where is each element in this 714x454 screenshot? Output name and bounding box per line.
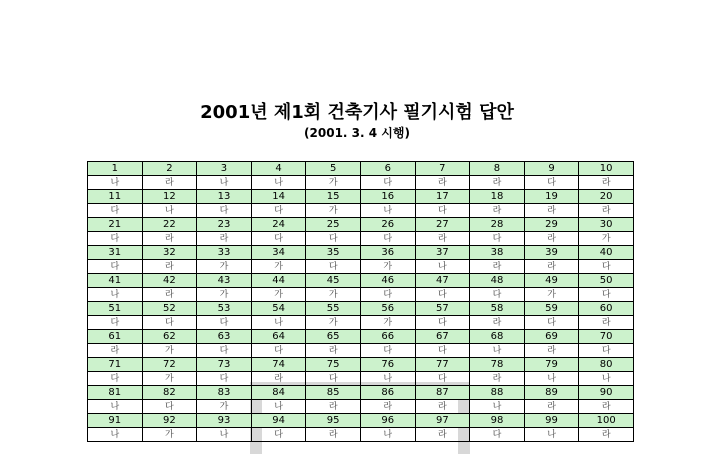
question-number-cell: 57 xyxy=(415,302,470,316)
answer-cell: 나 xyxy=(197,428,252,442)
answer-cell: 다 xyxy=(360,232,415,246)
question-number-cell: 19 xyxy=(524,190,579,204)
question-number-row xyxy=(88,358,634,372)
answer-row xyxy=(88,344,634,358)
answer-cell: 가 xyxy=(197,400,252,414)
question-number-cell: 21 xyxy=(88,218,143,232)
question-number-cell: 28 xyxy=(470,218,525,232)
answer-cell: 나 xyxy=(360,204,415,218)
answer-row xyxy=(88,176,634,190)
answer-cell: 나 xyxy=(197,176,252,190)
question-number-cell: 91 xyxy=(88,414,143,428)
question-number-cell: 51 xyxy=(88,302,143,316)
question-number-cell: 45 xyxy=(306,274,361,288)
question-number-cell: 74 xyxy=(251,358,306,372)
answer-cell: 다 xyxy=(306,232,361,246)
answer-cell: 다 xyxy=(360,288,415,302)
question-number-cell: 100 xyxy=(579,414,634,428)
question-number-cell: 54 xyxy=(251,302,306,316)
question-number-cell: 41 xyxy=(88,274,143,288)
answer-cell: 라 xyxy=(306,344,361,358)
answer-cell: 가 xyxy=(142,372,197,386)
question-number-row xyxy=(88,246,634,260)
question-number-cell: 37 xyxy=(415,246,470,260)
question-number-cell: 48 xyxy=(470,274,525,288)
question-number-cell: 12 xyxy=(142,190,197,204)
question-number-cell: 39 xyxy=(524,246,579,260)
answer-cell: 다 xyxy=(579,288,634,302)
question-number-cell: 14 xyxy=(251,190,306,204)
question-number-cell: 90 xyxy=(579,386,634,400)
answer-cell: 가 xyxy=(306,204,361,218)
answer-cell: 라 xyxy=(524,400,579,414)
question-number-cell: 1 xyxy=(88,162,143,176)
answer-cell: 다 xyxy=(197,372,252,386)
question-number-cell: 99 xyxy=(524,414,579,428)
answer-cell: 라 xyxy=(524,232,579,246)
answer-cell: 라 xyxy=(197,232,252,246)
question-number-cell: 78 xyxy=(470,358,525,372)
answer-row xyxy=(88,288,634,302)
question-number-cell: 66 xyxy=(360,330,415,344)
answer-cell: 나 xyxy=(470,344,525,358)
answer-cell: 나 xyxy=(524,372,579,386)
question-number-cell: 29 xyxy=(524,218,579,232)
answer-cell: 다 xyxy=(415,372,470,386)
question-number-cell: 43 xyxy=(197,274,252,288)
question-number-cell: 18 xyxy=(470,190,525,204)
answer-cell: 다 xyxy=(360,176,415,190)
question-number-cell: 7 xyxy=(415,162,470,176)
question-number-cell: 84 xyxy=(251,386,306,400)
answer-cell: 라 xyxy=(306,400,361,414)
answer-cell: 다 xyxy=(88,372,143,386)
question-number-cell: 77 xyxy=(415,358,470,372)
question-number-cell: 81 xyxy=(88,386,143,400)
answer-cell: 가 xyxy=(579,232,634,246)
question-number-cell: 22 xyxy=(142,218,197,232)
question-number-cell: 87 xyxy=(415,386,470,400)
answer-cell: 나 xyxy=(88,288,143,302)
answer-cell: 다 xyxy=(88,232,143,246)
question-number-cell: 97 xyxy=(415,414,470,428)
answer-cell: 가 xyxy=(197,260,252,274)
question-number-row xyxy=(88,218,634,232)
question-number-cell: 76 xyxy=(360,358,415,372)
question-number-cell: 46 xyxy=(360,274,415,288)
question-number-cell: 68 xyxy=(470,330,525,344)
answer-cell: 다 xyxy=(251,232,306,246)
answer-cell: 다 xyxy=(415,344,470,358)
answer-cell: 다 xyxy=(88,204,143,218)
answer-cell: 가 xyxy=(251,260,306,274)
answer-cell: 라 xyxy=(579,316,634,330)
answer-cell: 다 xyxy=(88,260,143,274)
question-number-cell: 80 xyxy=(579,358,634,372)
question-number-row xyxy=(88,190,634,204)
answer-cell: 가 xyxy=(360,316,415,330)
question-number-cell: 69 xyxy=(524,330,579,344)
question-number-cell: 70 xyxy=(579,330,634,344)
question-number-cell: 71 xyxy=(88,358,143,372)
answer-cell: 라 xyxy=(470,204,525,218)
answer-row xyxy=(88,260,634,274)
answer-cell: 라 xyxy=(579,400,634,414)
answer-table xyxy=(87,161,634,442)
question-number-cell: 94 xyxy=(251,414,306,428)
question-number-row xyxy=(88,274,634,288)
answer-row xyxy=(88,428,634,442)
answer-cell: 다 xyxy=(579,344,634,358)
question-number-cell: 40 xyxy=(579,246,634,260)
answer-cell: 다 xyxy=(251,344,306,358)
answer-cell: 다 xyxy=(415,204,470,218)
answer-cell: 다 xyxy=(470,288,525,302)
question-number-cell: 95 xyxy=(306,414,361,428)
answer-cell: 라 xyxy=(360,400,415,414)
question-number-cell: 88 xyxy=(470,386,525,400)
question-number-cell: 32 xyxy=(142,246,197,260)
answer-cell: 라 xyxy=(306,428,361,442)
answer-cell: 다 xyxy=(415,316,470,330)
answer-cell: 나 xyxy=(524,428,579,442)
answer-cell: 라 xyxy=(524,204,579,218)
question-number-cell: 73 xyxy=(197,358,252,372)
question-number-row xyxy=(88,386,634,400)
question-number-row xyxy=(88,414,634,428)
answer-cell: 라 xyxy=(470,176,525,190)
question-number-cell: 82 xyxy=(142,386,197,400)
answer-cell: 라 xyxy=(415,400,470,414)
question-number-cell: 38 xyxy=(470,246,525,260)
question-number-row xyxy=(88,302,634,316)
answer-cell: 가 xyxy=(142,428,197,442)
answer-cell: 라 xyxy=(142,288,197,302)
answer-cell: 라 xyxy=(142,176,197,190)
answer-cell: 나 xyxy=(415,260,470,274)
answer-cell: 라 xyxy=(524,344,579,358)
page-title: 2001년 제1회 건축기사 필기시험 답안 xyxy=(200,102,514,123)
question-number-cell: 5 xyxy=(306,162,361,176)
answer-cell: 다 xyxy=(415,288,470,302)
answer-cell: 나 xyxy=(88,428,143,442)
answer-cell: 나 xyxy=(88,176,143,190)
question-number-cell: 49 xyxy=(524,274,579,288)
answer-cell: 다 xyxy=(470,232,525,246)
question-number-cell: 34 xyxy=(251,246,306,260)
question-number-cell: 31 xyxy=(88,246,143,260)
answer-cell: 다 xyxy=(524,316,579,330)
question-number-cell: 62 xyxy=(142,330,197,344)
answer-cell: 나 xyxy=(360,428,415,442)
question-number-cell: 2 xyxy=(142,162,197,176)
answer-cell: 라 xyxy=(524,260,579,274)
answer-cell: 다 xyxy=(197,316,252,330)
answer-cell: 라 xyxy=(251,372,306,386)
question-number-cell: 4 xyxy=(251,162,306,176)
answer-row xyxy=(88,232,634,246)
answer-cell: 다 xyxy=(197,344,252,358)
question-number-cell: 11 xyxy=(88,190,143,204)
question-number-cell: 50 xyxy=(579,274,634,288)
answer-cell: 라 xyxy=(142,232,197,246)
question-number-cell: 63 xyxy=(197,330,252,344)
answer-cell: 다 xyxy=(251,428,306,442)
answer-cell: 라 xyxy=(470,260,525,274)
question-number-cell: 75 xyxy=(306,358,361,372)
answer-cell: 다 xyxy=(306,372,361,386)
page-subtitle: (2001. 3. 4 시행) xyxy=(304,126,410,140)
question-number-cell: 72 xyxy=(142,358,197,372)
question-number-cell: 27 xyxy=(415,218,470,232)
answer-cell: 다 xyxy=(88,316,143,330)
question-number-cell: 64 xyxy=(251,330,306,344)
question-number-cell: 6 xyxy=(360,162,415,176)
answer-cell: 라 xyxy=(415,428,470,442)
answer-cell: 다 xyxy=(306,260,361,274)
question-number-cell: 83 xyxy=(197,386,252,400)
question-number-cell: 30 xyxy=(579,218,634,232)
answer-cell: 다 xyxy=(470,428,525,442)
answer-cell: 다 xyxy=(360,344,415,358)
answer-cell: 라 xyxy=(415,232,470,246)
answer-cell: 다 xyxy=(142,400,197,414)
question-number-cell: 25 xyxy=(306,218,361,232)
answer-cell: 나 xyxy=(251,176,306,190)
answer-cell: 나 xyxy=(88,400,143,414)
question-number-cell: 20 xyxy=(579,190,634,204)
question-number-cell: 10 xyxy=(579,162,634,176)
answer-table-body xyxy=(88,162,634,442)
question-number-cell: 17 xyxy=(415,190,470,204)
question-number-cell: 33 xyxy=(197,246,252,260)
answer-cell: 가 xyxy=(524,288,579,302)
answer-cell: 나 xyxy=(579,372,634,386)
question-number-cell: 65 xyxy=(306,330,361,344)
answer-cell: 라 xyxy=(142,260,197,274)
question-number-cell: 24 xyxy=(251,218,306,232)
question-number-cell: 86 xyxy=(360,386,415,400)
question-number-cell: 35 xyxy=(306,246,361,260)
answer-cell: 나 xyxy=(251,400,306,414)
question-number-cell: 98 xyxy=(470,414,525,428)
question-number-cell: 42 xyxy=(142,274,197,288)
question-number-cell: 89 xyxy=(524,386,579,400)
question-number-cell: 15 xyxy=(306,190,361,204)
answer-cell: 나 xyxy=(142,204,197,218)
answer-cell: 다 xyxy=(142,316,197,330)
question-number-cell: 16 xyxy=(360,190,415,204)
answer-cell: 가 xyxy=(142,344,197,358)
answer-row xyxy=(88,400,634,414)
question-number-cell: 13 xyxy=(197,190,252,204)
answer-cell: 나 xyxy=(470,400,525,414)
question-number-cell: 67 xyxy=(415,330,470,344)
answer-row xyxy=(88,204,634,218)
question-number-cell: 26 xyxy=(360,218,415,232)
answer-cell: 라 xyxy=(470,372,525,386)
question-number-cell: 8 xyxy=(470,162,525,176)
answer-cell: 다 xyxy=(579,260,634,274)
answer-cell: 나 xyxy=(251,316,306,330)
answer-cell: 다 xyxy=(251,204,306,218)
answer-cell: 가 xyxy=(306,316,361,330)
question-number-cell: 92 xyxy=(142,414,197,428)
answer-cell: 가 xyxy=(306,176,361,190)
answer-cell: 가 xyxy=(306,288,361,302)
answer-cell: 다 xyxy=(524,176,579,190)
answer-cell: 라 xyxy=(415,176,470,190)
answer-cell: 가 xyxy=(251,288,306,302)
question-number-cell: 55 xyxy=(306,302,361,316)
question-number-cell: 36 xyxy=(360,246,415,260)
answer-cell: 라 xyxy=(88,344,143,358)
question-number-cell: 93 xyxy=(197,414,252,428)
question-number-row xyxy=(88,162,634,176)
answer-cell: 가 xyxy=(197,288,252,302)
question-number-cell: 3 xyxy=(197,162,252,176)
question-number-cell: 9 xyxy=(524,162,579,176)
question-number-cell: 85 xyxy=(306,386,361,400)
answer-cell: 라 xyxy=(579,176,634,190)
answer-cell: 가 xyxy=(360,260,415,274)
question-number-cell: 60 xyxy=(579,302,634,316)
question-number-cell: 79 xyxy=(524,358,579,372)
answer-row xyxy=(88,316,634,330)
question-number-row xyxy=(88,330,634,344)
question-number-cell: 61 xyxy=(88,330,143,344)
answer-cell: 라 xyxy=(579,204,634,218)
question-number-cell: 58 xyxy=(470,302,525,316)
question-number-cell: 52 xyxy=(142,302,197,316)
question-number-cell: 53 xyxy=(197,302,252,316)
question-number-cell: 44 xyxy=(251,274,306,288)
question-number-cell: 56 xyxy=(360,302,415,316)
question-number-cell: 47 xyxy=(415,274,470,288)
question-number-cell: 23 xyxy=(197,218,252,232)
answer-cell: 다 xyxy=(197,204,252,218)
answer-row xyxy=(88,372,634,386)
question-number-cell: 59 xyxy=(524,302,579,316)
answer-cell: 나 xyxy=(360,372,415,386)
answer-cell: 라 xyxy=(579,428,634,442)
answer-cell: 라 xyxy=(470,316,525,330)
question-number-cell: 96 xyxy=(360,414,415,428)
